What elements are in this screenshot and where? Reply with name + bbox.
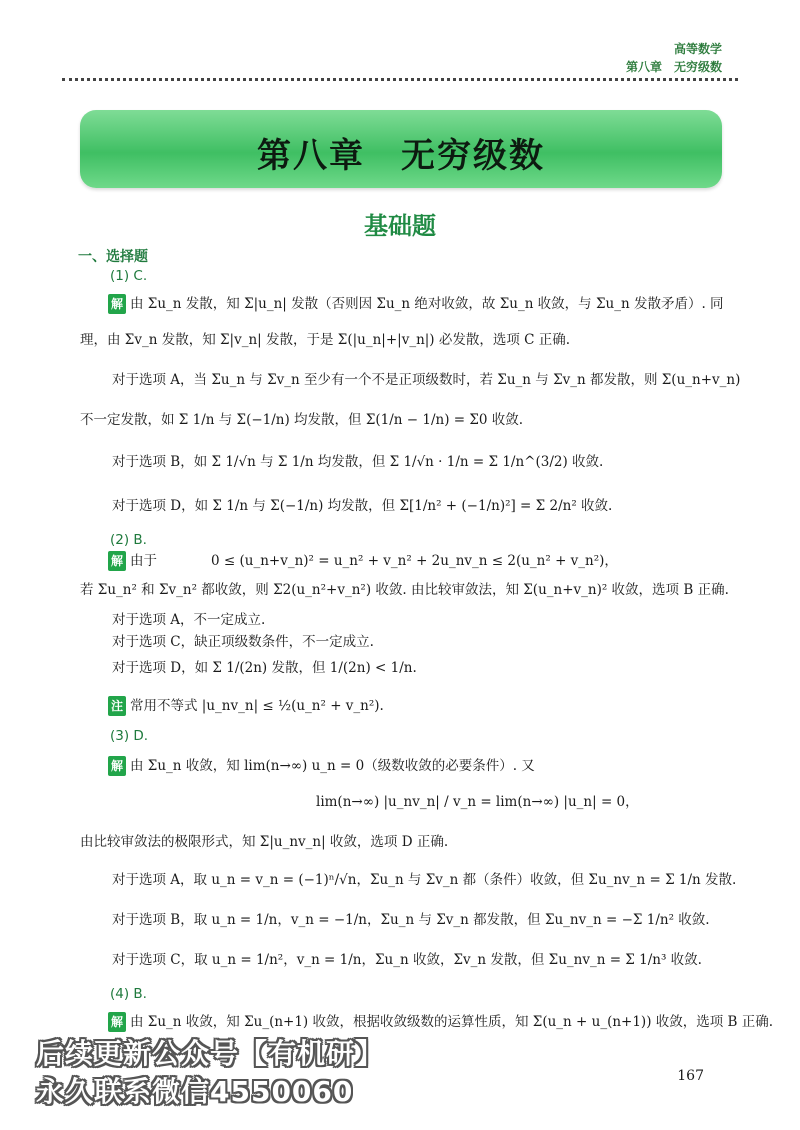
header-divider: [62, 78, 738, 81]
chapter-banner: [80, 110, 722, 188]
q1-line4: 不一定发散，如 Σ 1/n 与 Σ(−1/n) 均发散，但 Σ(1/n − 1/n) = Σ0 收敛.: [80, 412, 524, 428]
watermark-line1: 后续更新公众号【有机研】: [36, 1037, 385, 1070]
q3-line6: 对于选项 C，取 u_n = 1/n²，v_n = 1/n，Σu_n 收敛，Σv_n 发散，但 Σu_nv_n = Σ 1/n³ 收敛.: [112, 952, 702, 968]
q1-text1: 由 Σu_n 发散，知 Σ|u_n| 发散（否则因 Σu_n 绝对收敛，故 Σu_n 收敛，与 Σu_n 发散矛盾）. 同: [130, 296, 724, 312]
q3-line2: lim(n→∞) |u_nv_n| / v_n = lim(n→∞) |u_n| = 0，: [316, 794, 639, 810]
q2-line1: [108, 551, 618, 571]
q2-line5: 对于选项 D，如 Σ 1/(2n) 发散，但 1/(2n) < 1/n.: [112, 660, 417, 676]
q2-answer: (2) B.: [110, 532, 147, 548]
solution-tag: 解: [108, 1012, 126, 1032]
q2-note-text: 常用不等式 |u_nv_n| ≤ ½(u_n² + v_n²).: [130, 698, 384, 714]
q3-line3: 由比较审敛法的极限形式，知 Σ|u_nv_n| 收敛，选项 D 正确.: [80, 834, 449, 850]
q1-line6: 对于选项 D，如 Σ 1/n 与 Σ(−1/n) 均发散，但 Σ[1/n² + (−1/n)²] = Σ 2/n² 收敛.: [112, 498, 613, 514]
q4-text1: 由 Σu_n 收敛，知 Σu_(n+1) 收敛，根据收敛级数的运算性质，知 Σ(u_n + u_(n+1)) 收敛，选项 B 正确.: [130, 1014, 774, 1030]
header-book: 高等数学: [673, 42, 722, 56]
q3-line1: [108, 756, 535, 776]
note-tag: 注: [108, 696, 126, 716]
running-header: [626, 40, 722, 76]
q3-text1: 由 Σu_n 收敛，知 lim(n→∞) u_n = 0（级数收敛的必要条件）. 又: [130, 758, 535, 774]
q1-line1: [108, 294, 724, 314]
chapter-title: 第八章 无穷级数: [257, 136, 545, 176]
q2-line2: 若 Σu_n² 和 Σv_n² 都收敛，则 Σ2(u_n²+v_n²) 收敛. 由比较审敛法，知 Σ(u_n+v_n)² 收敛，选项 B 正确.: [80, 582, 729, 598]
q3-answer: (3) D.: [110, 728, 149, 744]
section-heading: 一、选择题: [78, 249, 148, 265]
solution-tag: 解: [108, 756, 126, 776]
page-number: 167: [677, 1068, 704, 1084]
header-chapter: 第八章 无穷级数: [625, 60, 722, 74]
q1-line2: 理，由 Σv_n 发散，知 Σ|v_n| 发散，于是 Σ(|u_n|+|v_n|) 必发散，选项 C 正确.: [80, 332, 571, 348]
q4-line1: [108, 1012, 773, 1032]
q2-text1: 由于 0 ≤ (u_n+v_n)² = u_n² + v_n² + 2u_nv_n ≤ 2(u_n² + v_n²)，: [130, 553, 618, 569]
solution-tag: 解: [108, 551, 126, 571]
section-subtitle: 基础题: [364, 212, 436, 240]
q2-note: [108, 696, 384, 716]
q4-answer: (4) B.: [110, 986, 147, 1002]
q1-answer: (1) C.: [110, 268, 148, 284]
q1-line3: 对于选项 A，当 Σu_n 与 Σv_n 至少有一个不是正项级数时，若 Σu_n 与 Σv_n 都发散，则 Σ(u_n+v_n): [112, 372, 741, 388]
watermark-line2: 永久联系微信4550060: [36, 1075, 354, 1108]
q3-line4: 对于选项 A，取 u_n = v_n = (−1)ⁿ/√n，Σu_n 与 Σv_n 都（条件）收敛，但 Σu_nv_n = Σ 1/n 发散.: [112, 872, 737, 888]
q2-line3: 对于选项 A，不一定成立.: [112, 612, 266, 628]
solution-tag: 解: [108, 294, 126, 314]
q3-line5: 对于选项 B，取 u_n = 1/n，v_n = −1/n，Σu_n 与 Σv_n 都发散，但 Σu_nv_n = −Σ 1/n² 收敛.: [112, 912, 710, 928]
q2-line4: 对于选项 C，缺正项级数条件，不一定成立.: [112, 634, 374, 650]
q1-line5: 对于选项 B，如 Σ 1/√n 与 Σ 1/n 均发散，但 Σ 1/√n · 1/n = Σ 1/n^(3/2) 收敛.: [112, 454, 604, 470]
